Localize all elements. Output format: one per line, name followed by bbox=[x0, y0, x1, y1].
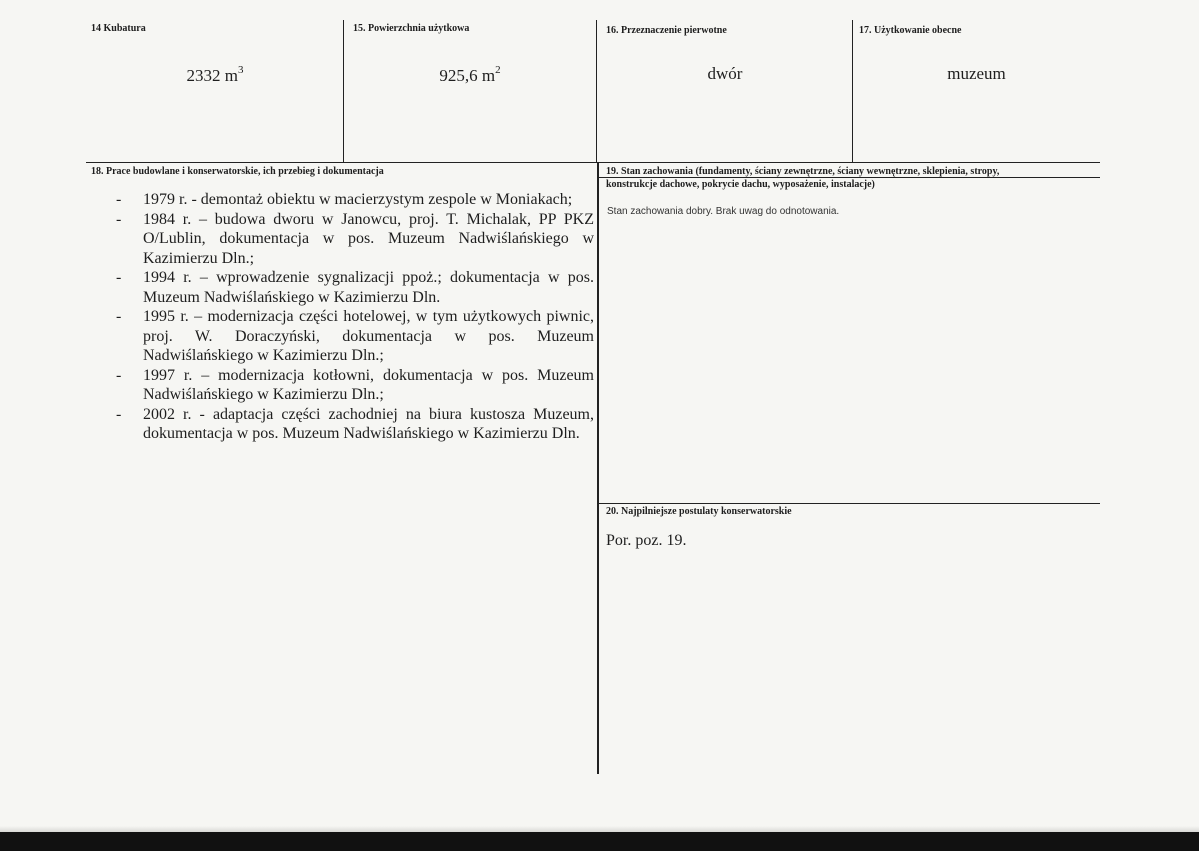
field-14-label: 14 Kubatura bbox=[91, 23, 146, 34]
cubature-unit-exp: 3 bbox=[237, 64, 244, 76]
list-item-text: 1997 r. – modernizacja kotłowni, dokumentacja w pos. Muzeum Nadwiślańskiego w Kazimierzu Dln.; bbox=[143, 366, 594, 403]
divider-v-main bbox=[597, 162, 599, 774]
field-16-value: dwór bbox=[707, 64, 743, 83]
field-14-value bbox=[90, 66, 340, 86]
list-item bbox=[116, 268, 594, 307]
field-19-label-line1: 19. Stan zachowania (fundamenty, ściany zewnętrzne, ściany wewnętrzne, sklepienia, stropy, bbox=[606, 166, 1000, 177]
list-item bbox=[116, 307, 594, 366]
list-dash: - bbox=[116, 366, 122, 384]
list-dash: - bbox=[116, 210, 122, 228]
list-item bbox=[116, 190, 594, 210]
field-19-label-line2: konstrukcje dachowe, pokrycie dachu, wyposażenie, instalacje) bbox=[606, 179, 875, 190]
list-dash: - bbox=[116, 405, 122, 423]
field-17-value: muzeum bbox=[947, 64, 1006, 83]
list-item bbox=[116, 366, 594, 405]
postulates-text: Por. poz. 19. bbox=[606, 532, 687, 549]
field-17-label: 17. Użytkowanie obecne bbox=[859, 25, 962, 36]
field-18-label: 18. Prace budowlane i konserwatorskie, ich przebieg i dokumentacja bbox=[91, 166, 384, 177]
condition-text: Stan zachowania dobry. Brak uwag do odnotowania. bbox=[607, 206, 840, 217]
works-list bbox=[116, 190, 594, 444]
field-16-label: 16. Przeznaczenie pierwotne bbox=[606, 25, 727, 36]
list-dash: - bbox=[116, 269, 122, 286]
cubature-value: 2332 m bbox=[186, 66, 238, 85]
field-20-label: 20. Najpilniejsze postulaty konserwatorskie bbox=[606, 506, 792, 517]
field-15-value bbox=[345, 66, 595, 86]
list-dash: - bbox=[116, 308, 122, 325]
scan-edge bbox=[0, 832, 1199, 851]
divider-v2 bbox=[596, 20, 597, 162]
divider-h-20 bbox=[598, 503, 1100, 504]
list-item-text: 1995 r. – modernizacja części hotelowej, w tym użytkowych piwnic, proj. W. Doraczyński, dokumentacja w pos. Muzeum Nadwiślańskiego w Kazimierzu Dln.; bbox=[143, 308, 594, 364]
list-item-text: 1984 r. – budowa dworu w Janowcu, proj. T. Michalak, PP PKZ O/Lublin, dokumentacja w pos. Muzeum Nadwiślańskiego w Kazimierzu Dln.; bbox=[143, 210, 594, 267]
list-dash: - bbox=[116, 191, 122, 208]
divider-v3 bbox=[852, 20, 853, 162]
area-value: 925,6 m bbox=[439, 66, 496, 85]
area-unit-exp: 2 bbox=[495, 64, 501, 76]
list-item-text: 1994 r. – wprowadzenie sygnalizacji ppoż.; dokumentacja w pos. Muzeum Nadwiślańskiego w Kazimierzu Dln. bbox=[143, 269, 594, 306]
list-item bbox=[116, 210, 594, 269]
list-item-text: 2002 r. - adaptacja części zachodniej na biura kustosza Muzeum, dokumentacja w pos. Muzeum Nadwiślańskiego w Kazimierzu Dln. bbox=[143, 405, 594, 442]
list-item-text: 1979 r. - demontaż obiektu w macierzystym zespole w Moniakach; bbox=[143, 191, 573, 208]
divider-v1 bbox=[343, 20, 344, 162]
field-15-label: 15. Powierzchnia użytkowa bbox=[353, 23, 470, 34]
list-item bbox=[116, 405, 594, 444]
divider-h-row1 bbox=[86, 162, 1100, 163]
